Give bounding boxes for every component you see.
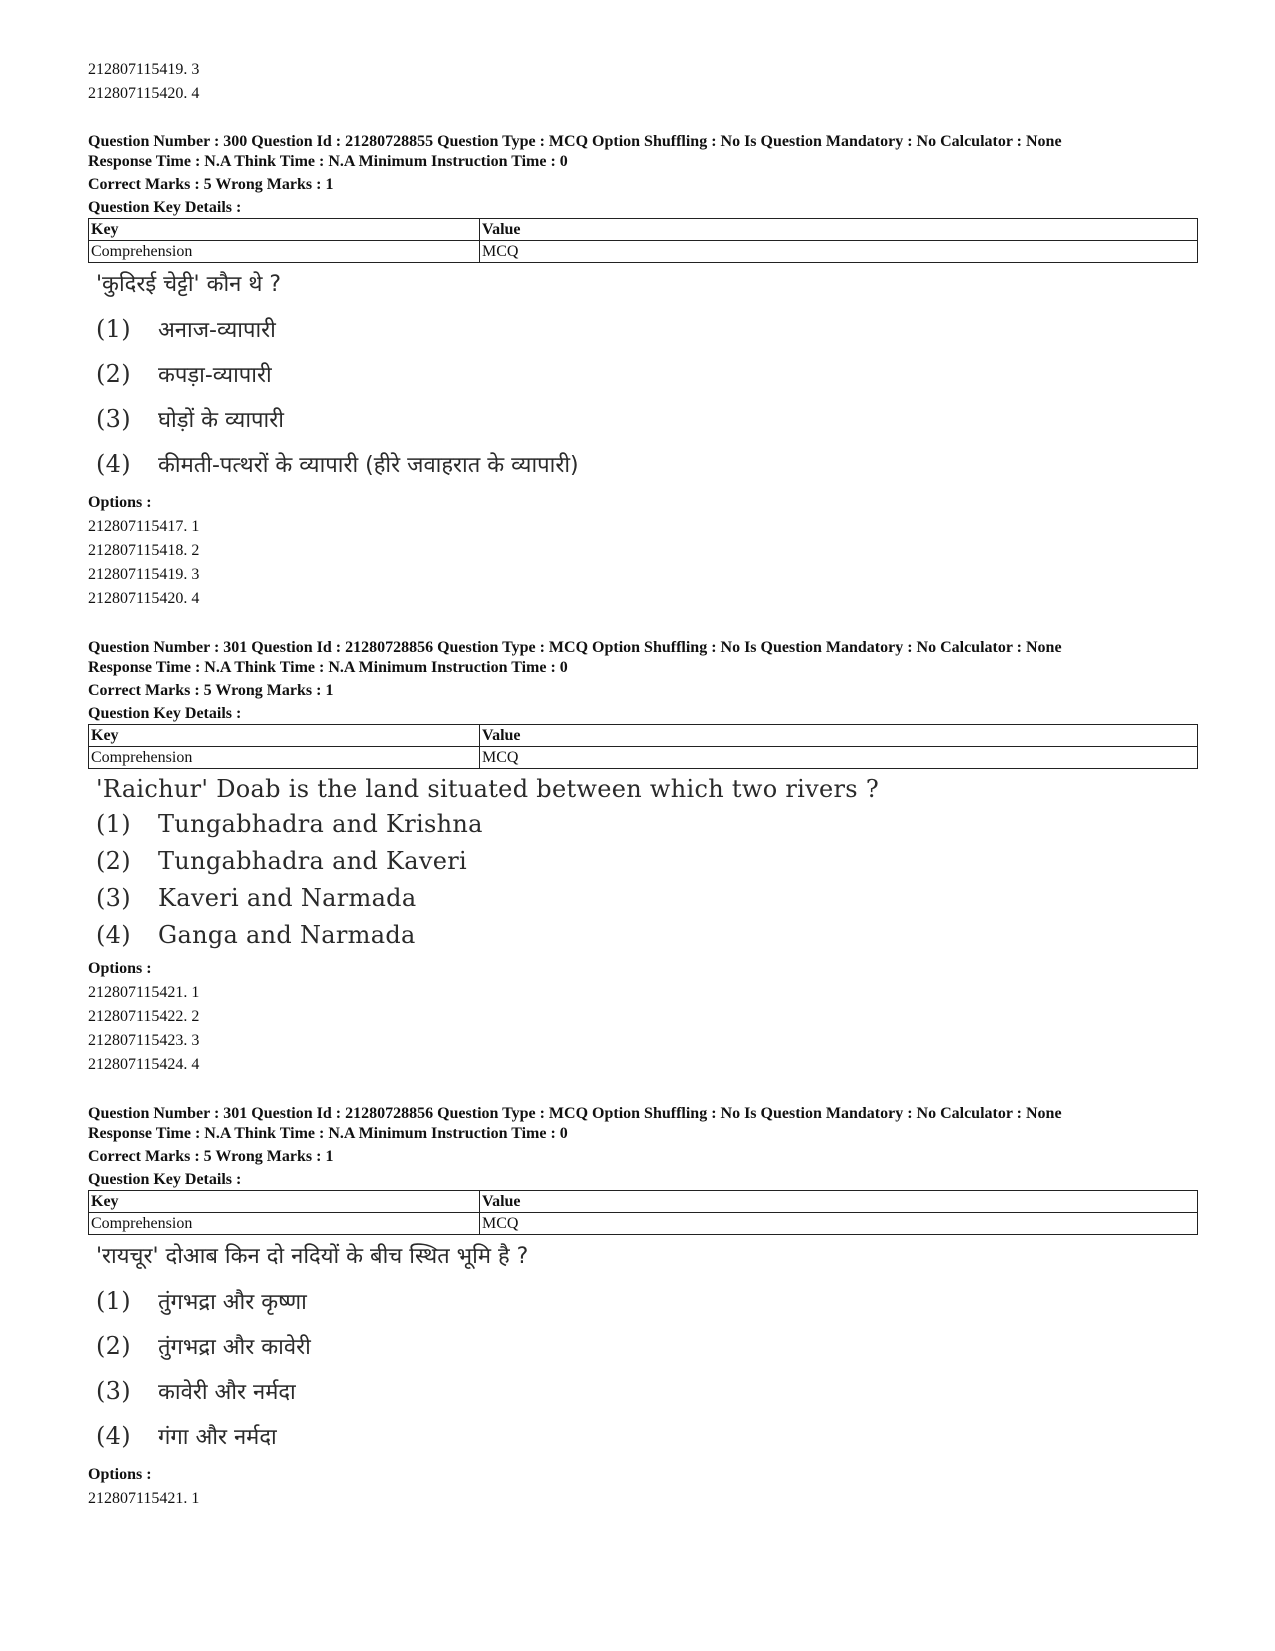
table-cell-value: MCQ: [480, 241, 1198, 263]
key-details-table: [88, 724, 1198, 769]
key-details-label: Question Key Details :: [88, 705, 242, 722]
question-marks-line: Correct Marks : 5 Wrong Marks : 1: [88, 1148, 334, 1165]
choice-item: [96, 807, 1198, 844]
key-details-label: Question Key Details :: [88, 1171, 242, 1188]
option-id-line: 212807115421. 1: [88, 1490, 200, 1507]
option-id-line: 212807115420. 4: [88, 85, 200, 102]
key-details-table: [88, 218, 1198, 263]
table-cell-key: Comprehension: [89, 747, 480, 769]
table-cell-value: MCQ: [480, 747, 1198, 769]
choice-number: (2): [96, 360, 131, 388]
choice-text: तुंगभद्रा और कृष्णा: [158, 1290, 307, 1315]
choice-item: [96, 354, 1198, 399]
question-block-300: [88, 132, 1198, 611]
question-meta-line: Question Number : 301 Question Id : 21280728856 Question Type : MCQ Option Shuffling : No Is Question Mandatory : No Calculator : None: [88, 1105, 1062, 1122]
question-timing-line: Response Time : N.A Think Time : N.A Minimum Instruction Time : 0: [88, 659, 568, 676]
table-header-row: [89, 1191, 1198, 1213]
choice-item: [96, 918, 1198, 955]
question-meta-line: Question Number : 301 Question Id : 21280728856 Question Type : MCQ Option Shuffling : No Is Question Mandatory : No Calculator : None: [88, 639, 1062, 656]
question-block-301-en: [88, 638, 1198, 1077]
table-row: [89, 747, 1198, 769]
choice-number: (2): [96, 847, 131, 875]
table-row: [89, 241, 1198, 263]
table-header-key: Key: [89, 1191, 480, 1213]
question-block-301-hi: [88, 1104, 1198, 1511]
table-header-key: Key: [89, 219, 480, 241]
choice-number: (1): [96, 1287, 131, 1315]
table-header-row: [89, 219, 1198, 241]
option-id-line: 212807115421. 1: [88, 984, 200, 1001]
question-stem: 'कुदिरई चेट्टी' कौन थे ?: [96, 272, 282, 297]
choice-text: घोड़ों के व्यापारी: [158, 408, 284, 433]
choice-number: (1): [96, 315, 131, 343]
table-header-value: Value: [480, 725, 1198, 747]
question-timing-line: Response Time : N.A Think Time : N.A Minimum Instruction Time : 0: [88, 153, 568, 170]
table-cell-key: Comprehension: [89, 1213, 480, 1235]
choice-number: (2): [96, 1332, 131, 1360]
choice-item: [96, 444, 1198, 489]
table-header-key: Key: [89, 725, 480, 747]
choice-number: (3): [96, 405, 131, 433]
table-cell-value: MCQ: [480, 1213, 1198, 1235]
question-marks-line: Correct Marks : 5 Wrong Marks : 1: [88, 176, 334, 193]
option-id-line: 212807115418. 2: [88, 542, 200, 559]
choice-item: [96, 1371, 1198, 1416]
choice-number: (4): [96, 450, 131, 478]
choice-text: Ganga and Narmada: [158, 921, 416, 949]
question-content-image: [88, 771, 1198, 955]
choice-number: (4): [96, 1422, 131, 1450]
choice-item: [96, 1326, 1198, 1371]
option-id-line: 212807115419. 3: [88, 61, 200, 78]
choice-text: अनाज-व्यापारी: [158, 318, 276, 343]
question-marks-line: Correct Marks : 5 Wrong Marks : 1: [88, 682, 334, 699]
choice-number: (1): [96, 810, 131, 838]
choice-item: [96, 399, 1198, 444]
choice-item: [96, 844, 1198, 881]
key-details-label: Question Key Details :: [88, 199, 242, 216]
question-content-image: [88, 1237, 1198, 1461]
question-meta-line: Question Number : 300 Question Id : 21280728855 Question Type : MCQ Option Shuffling : No Is Question Mandatory : No Calculator : None: [88, 133, 1062, 150]
choice-number: (4): [96, 921, 131, 949]
table-header-value: Value: [480, 219, 1198, 241]
choice-item: [96, 1416, 1198, 1461]
options-label: Options :: [88, 494, 152, 511]
choice-item: [96, 309, 1198, 354]
table-cell-key: Comprehension: [89, 241, 480, 263]
option-id-line: 212807115423. 3: [88, 1032, 200, 1049]
choice-number: (3): [96, 884, 131, 912]
question-content-image: [88, 265, 1198, 489]
option-id-line: 212807115422. 2: [88, 1008, 200, 1025]
option-id-line: 212807115417. 1: [88, 518, 200, 535]
choice-text: Tungabhadra and Kaveri: [158, 847, 468, 875]
choice-text: कीमती-पत्थरों के व्यापारी (हीरे जवाहरात के व्यापारी): [158, 453, 579, 478]
choice-text: कपड़ा-व्यापारी: [158, 363, 272, 388]
option-id-line: 212807115420. 4: [88, 590, 200, 607]
question-stem: 'Raichur' Doab is the land situated between which two rivers ?: [96, 775, 879, 803]
option-id-line: 212807115424. 4: [88, 1056, 200, 1073]
table-row: [89, 1213, 1198, 1235]
choice-text: गंगा और नर्मदा: [158, 1425, 277, 1450]
table-header-value: Value: [480, 1191, 1198, 1213]
top-options-list: [88, 58, 1198, 106]
question-stem: 'रायचूर' दोआब किन दो नदियों के बीच स्थित भूमि है ?: [96, 1244, 529, 1269]
key-details-table: [88, 1190, 1198, 1235]
choice-text: कावेरी और नर्मदा: [158, 1380, 296, 1405]
question-timing-line: Response Time : N.A Think Time : N.A Minimum Instruction Time : 0: [88, 1125, 568, 1142]
table-header-row: [89, 725, 1198, 747]
options-label: Options :: [88, 960, 152, 977]
choice-text: तुंगभद्रा और कावेरी: [158, 1335, 311, 1360]
choice-text: Tungabhadra and Krishna: [158, 810, 483, 838]
choice-number: (3): [96, 1377, 131, 1405]
option-id-line: 212807115419. 3: [88, 566, 200, 583]
choice-text: Kaveri and Narmada: [158, 884, 417, 912]
options-label: Options :: [88, 1466, 152, 1483]
choice-item: [96, 881, 1198, 918]
choice-item: [96, 1281, 1198, 1326]
document-page: [88, 58, 1198, 1511]
